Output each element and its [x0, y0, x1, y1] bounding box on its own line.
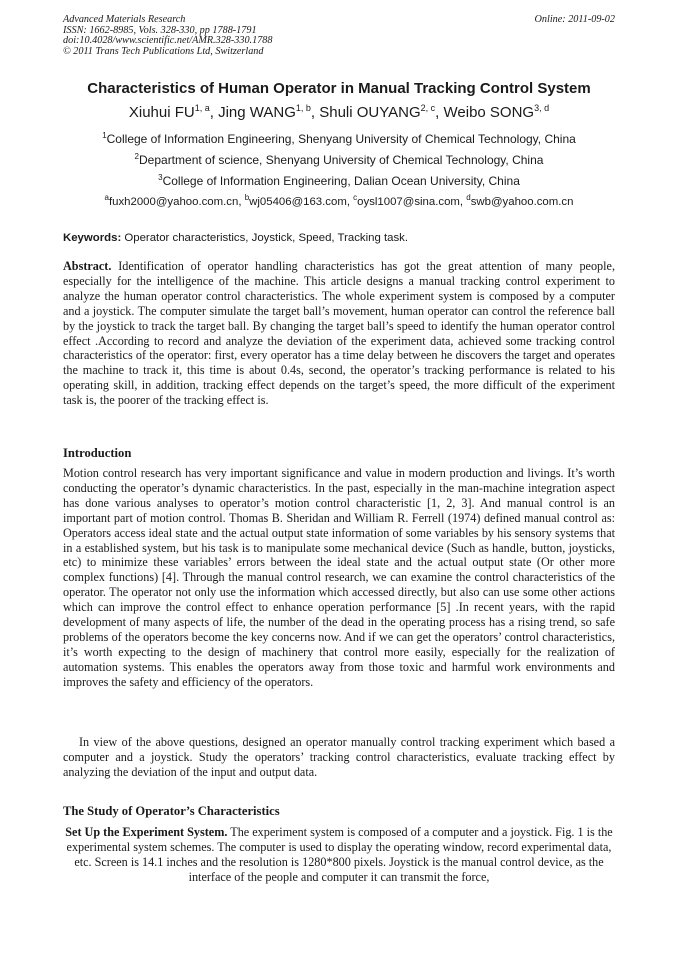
study-paragraph: [63, 825, 615, 885]
abstract: [63, 259, 615, 408]
journal-name: Advanced Materials Research: [63, 14, 186, 25]
email: $^d$swb@yahoo.com.cn: [466, 193, 574, 208]
abstract-text: Identification of operator handling characteristics has got the great attention of many people, especially for the intelligence of the machine. This article designs a manual tracking control experiment to analyze the human operator control characteristics. The whole experiment system is composed by a computer and a joystick. The computer simulate the target ball’s movement, human operator can control the reference ball by the joystick to track the target ball. By changing the target ball’s speed to identify the human operator control effect .According to record and analyze the deviation of the experiment data, achieved some tracking control characteristics of the operator: first, every operator has a time delay between he discovers the target and operates the machine to track it, this time is about 0.4s, second, the operator’s tracking performance is related to his operating skill, in addition, tracking effect depends on the target’s speed, the more difficult of the experiment task is, the poorer of the tracking effect is.: [63, 259, 615, 408]
author: Shuli OUYANG$^{2, c}$,: [319, 103, 444, 121]
author: Xiuhui FU$^{1, a}$,: [128, 103, 219, 121]
email: $^a$fuxh2000@yahoo.com.cn,: [104, 193, 245, 208]
study-heading: The Study of Operator’s Characteristics: [63, 804, 280, 818]
author: Jing WANG$^{1, b}$,: [218, 103, 320, 121]
journal-issn: ISSN: 1662-8985, Vols. 328-330, pp 1788-1791: [63, 24, 257, 36]
introduction-heading: Introduction: [63, 446, 132, 460]
keywords-label: Keywords:: [63, 232, 122, 244]
affiliation-3: $^3$College of Information Engineering, Dalian Ocean University, China: [158, 173, 520, 188]
author: Weibo SONG$^{3, d}$: [443, 103, 550, 121]
email: $^c$oysl1007@sina.com,: [353, 193, 467, 208]
study-text: The experiment system is composed of a computer and a joystick. Fig. 1 is the experimental system schemes. The computer is used to display the operating window, record experimental data, etc. Screen is 14.1 inches and the resolution is 1280*800 pixels. Joystick is the manual control device, as the interface of the people and computer it can transmit the force,: [66, 825, 613, 884]
email-list: [40, 195, 638, 209]
online-date: Online: 2011-09-02: [534, 14, 615, 25]
paper-title: Characteristics of Human Operator in Manual Tracking Control System: [87, 80, 591, 97]
introduction-paragraph-2: In view of the above questions, designed an operator manually control tracking experiment which based a computer and a joystick. Study the operators’ tracking control characteristics, evaluate tracking effect by analyzing the deviation of the input and output data.: [63, 735, 615, 779]
journal-header: [63, 15, 615, 57]
abstract-label: Abstract.: [63, 259, 112, 273]
affiliation-2: $^2$Department of science, Shenyang University of Chemical Technology, China: [134, 152, 544, 167]
keywords: [63, 231, 623, 245]
keywords-text: Operator characteristics, Joystick, Speed, Tracking task.: [121, 232, 409, 244]
affiliation-1: $^1$College of Information Engineering, Shenyang University of Chemical Technology, China: [102, 131, 576, 146]
email: $^b$wj05406@163.com,: [244, 193, 354, 208]
study-subheading: Set Up the Experiment System.: [65, 825, 228, 839]
journal-doi: doi:10.4028/www.scientific.net/AMR.328-330.1788: [63, 35, 273, 47]
author-list: [40, 103, 638, 123]
journal-copyright: © 2011 Trans Tech Publications Ltd, Switzerland: [63, 45, 264, 57]
introduction-paragraph-1: Motion control research has very important significance and value in modern production and livings. It’s worth conducting the operator’s dynamic characteristics. In the past, especially in the man-machine integration aspect has done various analyses to operator’s motion control characteristic [1, 2, 3]. And manual control is an important part of motion control. Thomas B. Sheridan and William R. Ferrell (1974) defined manual control as: Operators access ideal state and the actual output state information of some variables by his sensory systems that in a established system, but his task is to manipulate some mechanical device (Such as handle, button, joysticks, etc) to minimize these variables’ errors between the ideal state and the actual output state (Or other more complex functions) [4]. Through the manual control research, we can examine the control characteristics of the operator. The operator not only use the information which accessed directly, but also can use some other actions which can improve the control effect to enhance operation performance [5] .In recent years, with the rapid development of many aspects of life, the number of the dead in the operating process has a rising trend, so safe problems of the operators become the key concerns now. And if we can get the operators’ control characteristics, it’s worth expecting to the design of machinery that control more easily, especially for the realization of automation systems. This enables the operators away from those toxic and harmful work environments and improves the safety and efficiency of the operators.: [63, 466, 615, 689]
